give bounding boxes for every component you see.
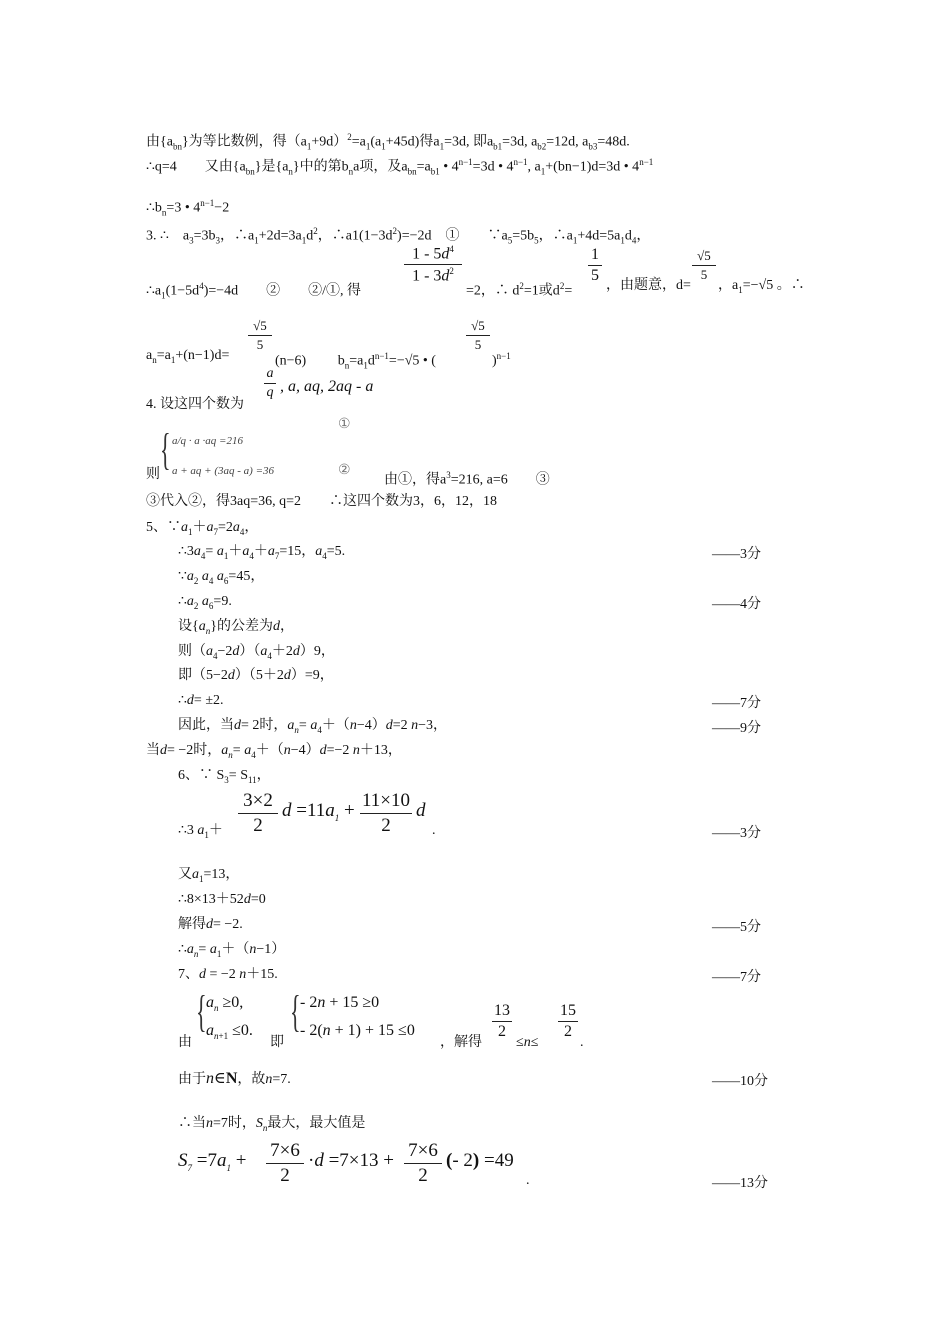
brace-system-2a: { — [196, 987, 207, 1036]
text-line-2: ∴q=4 又由$\{a_{bn}\}$是$\{a_n\}$中的第$b_na$项，及$a_{bn}=a_{b1}$ • $4^{n-1}=3d$ • $4^{n-1}$, $a_1+(bn-1)d=3d$ • $4^{n-1}$ — [146, 157, 654, 177]
p7-step-3: ∴当n=7时，$S_n$最大，最大值是 — [178, 1116, 366, 1133]
system3-eq-1: - 2n + 15 ≥0 — [300, 994, 380, 1011]
fraction-7x6-over-2-a: 7×6 2 — [266, 1140, 304, 1187]
fraction-7x6-over-2-b: 7×6 2 — [404, 1140, 442, 1187]
score-3-a: ——3分 — [712, 547, 761, 562]
fraction-3x2-over-2: 3×2 2 — [238, 790, 278, 837]
text-line-1: 由$\{a_{bn}\}$为等比数例，得$(a_1+9d)^2=a_1(a_1+45d)$得$a_1=3d$, 即$a_{b1}=3d$, $a_{b2}=12d$, $a_{b3}=48d$. — [146, 132, 630, 152]
text-line-8b: 由①，得$a^3=216$, a=6 ③ — [384, 470, 550, 488]
p6-step-5: $\therefore a_n= a_1+(n-1)$ — [178, 942, 286, 959]
system2-eq-2: $a_{n+1} \le 0$. — [206, 1022, 253, 1042]
brace-system-2b: { — [290, 987, 301, 1036]
p5-step-3: $\therefore a_2$ $a_6=9$. — [178, 594, 232, 611]
text-line-7b: , a, aq, 2aq - a — [280, 378, 374, 395]
p7-range: ≤n≤ — [516, 1035, 539, 1050]
p6-step-1c: d — [416, 800, 426, 821]
p7-s7-c: (- 2) =49 — [446, 1150, 514, 1171]
p7-ji: 即 — [270, 1035, 284, 1050]
fraction-1-5d4-over-1-3d2: $1 - 5d^4$ $1 - 3d^2$ — [404, 244, 462, 286]
text-line-5b: =2，∴ $d^2=1$或$d^2=$ — [466, 281, 573, 299]
fraction-1-5: 1 5 — [588, 246, 602, 285]
system-eq-1: a/q · a ·aq =216 — [172, 435, 243, 447]
p6-step-2: 又$a_1=13$， — [178, 867, 240, 884]
circled-one: ① — [338, 417, 351, 432]
fraction-a-over-q: a q — [264, 366, 276, 401]
fraction-sqrt5-over-5-c: √5 5 — [466, 318, 490, 353]
p6-step-1a: ∴3 $a_1+$ — [178, 823, 223, 840]
circled-two: ② — [338, 463, 351, 478]
score-7-a: ——7分 — [712, 696, 761, 711]
fraction-15-over-2: 15 2 — [560, 1002, 576, 1040]
text-line-6a: $a_n=a_1+(n-1)d=$ — [146, 348, 230, 365]
text-line-5d: ，$a_1=-√5$ 。∴ — [718, 278, 805, 295]
p6-step-1d: . — [432, 823, 436, 838]
system-eq-2: a + aq + (3aq - a) =36 — [172, 465, 275, 477]
score-9: ——9分 — [712, 721, 761, 736]
text-line-8a: 则 — [146, 467, 160, 482]
score-13: ——13分 — [712, 1176, 768, 1191]
p6-head: 6、∵ $S_3= S_{11}$， — [178, 768, 271, 785]
text-line-4: 3. ∴ $a_3=3b_3$，$\therefore a_1+2d=3a_1d^2$，$\therefore a1(1-3d^2)=-2d$ ① $\because a_5=5b_5$，$\therefore a_1+4d=5a_1d_4$， — [146, 226, 651, 246]
p6-step-3: ∴8×13＋52d=0 — [178, 892, 266, 907]
score-4: ——4分 — [712, 597, 761, 612]
p5-step-2: $\because a_2$ $a_4$ $a_6=45$， — [178, 569, 265, 586]
p5-step-4: 设$\{a_n\}$的公差为d， — [178, 619, 294, 636]
p5-step-5: 则$(a_4-2d)(a_4+2d)9$， — [178, 644, 335, 661]
p5-head: 5、$\because a_1+a_7=2a_4$， — [146, 520, 259, 537]
p7-head: 7、d = −2 n＋15. — [178, 967, 278, 982]
text-line-5c: ，由题意，d= — [606, 278, 691, 293]
system3-eq-2: - 2(n + 1) + 15 ≤0 — [300, 1022, 415, 1039]
text-line-7a: 4. 设这四个数为 — [146, 397, 244, 412]
p7-period: . — [580, 1035, 584, 1050]
p5-step-1: $\therefore 3a_4= a_1+a_4+a_7=15$，$a_4=5$. — [178, 544, 346, 561]
fraction-sqrt5-over-5-b: √5 5 — [248, 318, 272, 353]
text-line-9: ③代入②，得3aq=36, q=2 ∴这四个数为3，6，12，18 — [146, 494, 498, 509]
score-3-b: ——3分 — [712, 826, 761, 841]
p5-step-8: 因此，当d= 2时，$a_n= a_4+(n-4)d=2$ n−3， — [178, 718, 448, 735]
p7-jiede: ，解得 — [440, 1035, 482, 1050]
system2-eq-1: $a_n \ge 0$, — [206, 994, 244, 1014]
score-10: ——10分 — [712, 1074, 768, 1089]
p7-step-2: 由于n∈N，故n=7. — [178, 1070, 291, 1087]
score-7-b: ——7分 — [712, 970, 761, 985]
p6-step-1b: $d =11a_1$ + — [282, 800, 355, 823]
fraction-11x10-over-2: 11×10 2 — [361, 790, 410, 836]
text-line-3: $\therefore b_n=3$ • $4^{n-1}-2$ — [146, 198, 230, 218]
score-5: ——5分 — [712, 920, 761, 935]
text-line-5a: $\therefore a_1(1-5d^4)=-4d$ ② ②/①, 得 — [146, 281, 362, 301]
p5-step-9: 当d= −2时，$a_n= a_4+(n-4)d=-2$ n＋13， — [146, 743, 402, 760]
text-line-6c: )$^{n-1}$ — [492, 351, 511, 369]
fraction-13-over-2: 13 2 — [494, 1002, 510, 1040]
p7-s7-b: ·d =7×13 + — [308, 1150, 394, 1171]
p6-step-4: 解得d= −2. — [178, 917, 243, 932]
text-line-6b: (n−6) $b_n=a_1d^{n-1}=-√5$ • ( — [275, 351, 436, 371]
p5-step-7: ∴d= ±2. — [178, 693, 224, 708]
p7-you: 由 — [178, 1035, 192, 1050]
brace-system-1: { — [160, 425, 171, 474]
p7-s7-a: $S_7 =7a_1$ + — [178, 1150, 247, 1173]
p5-step-6: 即（5−2d）（5＋2d）=9， — [178, 668, 334, 683]
p7-s7-period: . — [526, 1173, 530, 1188]
fraction-sqrt5-over-5: √5 5 — [692, 248, 716, 283]
